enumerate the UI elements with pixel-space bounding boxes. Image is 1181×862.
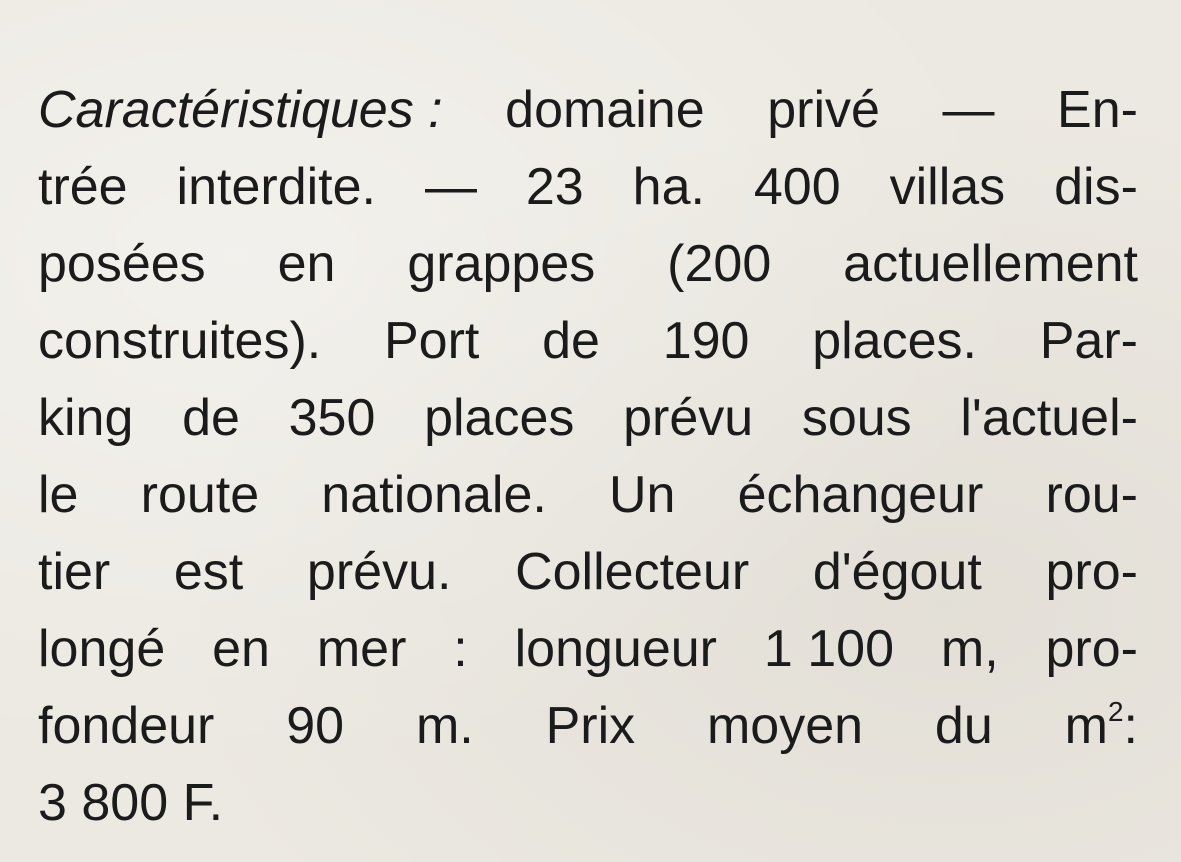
word: domaine bbox=[505, 81, 705, 139]
text-line-2 bbox=[38, 149, 1138, 226]
word: king bbox=[38, 389, 134, 447]
text-line-9 bbox=[38, 688, 1138, 765]
word: pro- bbox=[1045, 620, 1138, 678]
word: 23 bbox=[525, 158, 584, 216]
word: l'actuel- bbox=[960, 389, 1138, 447]
text-line-7 bbox=[38, 534, 1138, 611]
word: trée bbox=[38, 158, 128, 216]
word: 400 bbox=[753, 158, 841, 216]
word: Par- bbox=[1039, 312, 1138, 370]
text-line-4 bbox=[38, 303, 1138, 380]
unit-colon: : bbox=[1123, 697, 1138, 755]
word: en bbox=[277, 235, 336, 293]
word: nationale. bbox=[321, 466, 547, 524]
word: — bbox=[424, 158, 477, 216]
word: Un bbox=[608, 466, 676, 524]
word: interdite. bbox=[176, 158, 376, 216]
unit-exponent: 2 bbox=[1107, 696, 1124, 727]
word: fondeur bbox=[38, 697, 215, 755]
word: échangeur bbox=[737, 466, 984, 524]
word: du bbox=[934, 697, 993, 755]
text-line-6 bbox=[38, 457, 1138, 534]
word: actuellement bbox=[843, 235, 1138, 293]
word: d'égout bbox=[812, 543, 982, 601]
word: longueur bbox=[514, 620, 717, 678]
word: pro- bbox=[1045, 543, 1138, 601]
word: (200 bbox=[667, 235, 772, 293]
word: dis- bbox=[1054, 158, 1138, 216]
text-line-3 bbox=[38, 226, 1138, 303]
word: grappes bbox=[407, 235, 596, 293]
text-line-8 bbox=[38, 611, 1138, 688]
word: posées bbox=[38, 235, 206, 293]
word: places. bbox=[812, 312, 977, 370]
word: Collecteur bbox=[515, 543, 750, 601]
word: construites). bbox=[38, 312, 322, 370]
word: Prix bbox=[545, 697, 636, 755]
word: longé bbox=[38, 620, 166, 678]
word: tier bbox=[38, 543, 111, 601]
text-line-5 bbox=[38, 380, 1138, 457]
word: rou- bbox=[1045, 466, 1138, 524]
word: route bbox=[140, 466, 260, 524]
word: 1 100 bbox=[763, 620, 894, 678]
characteristics-paragraph bbox=[38, 72, 1138, 842]
word: sous bbox=[801, 389, 912, 447]
word: moyen bbox=[706, 697, 864, 755]
unit-m: m bbox=[1064, 697, 1108, 755]
word: 350 bbox=[288, 389, 376, 447]
word: en bbox=[212, 620, 270, 678]
word: villas bbox=[889, 158, 1006, 216]
word: privé bbox=[767, 81, 880, 139]
word: prévu. bbox=[306, 543, 452, 601]
word: est bbox=[173, 543, 244, 601]
word: mer bbox=[316, 620, 407, 678]
word: places bbox=[424, 389, 575, 447]
word: ha. bbox=[632, 158, 705, 216]
word: m. bbox=[415, 697, 474, 755]
word: 190 bbox=[662, 312, 750, 370]
word: Port bbox=[383, 312, 480, 370]
text-line-1 bbox=[38, 72, 1138, 149]
word: : bbox=[453, 620, 468, 678]
word: de bbox=[182, 389, 240, 447]
word: le bbox=[38, 466, 79, 524]
word: prévu bbox=[623, 389, 754, 447]
word: de bbox=[542, 312, 600, 370]
square-meter-unit bbox=[1065, 688, 1138, 765]
word: En- bbox=[1057, 81, 1138, 139]
word: 90 bbox=[286, 697, 345, 755]
word: m, bbox=[940, 620, 999, 678]
price-value: 3 800 F. bbox=[38, 774, 224, 832]
characteristics-label: Caractéristiques : bbox=[38, 81, 443, 139]
text-line-10 bbox=[38, 765, 1138, 842]
word: — bbox=[942, 81, 995, 139]
